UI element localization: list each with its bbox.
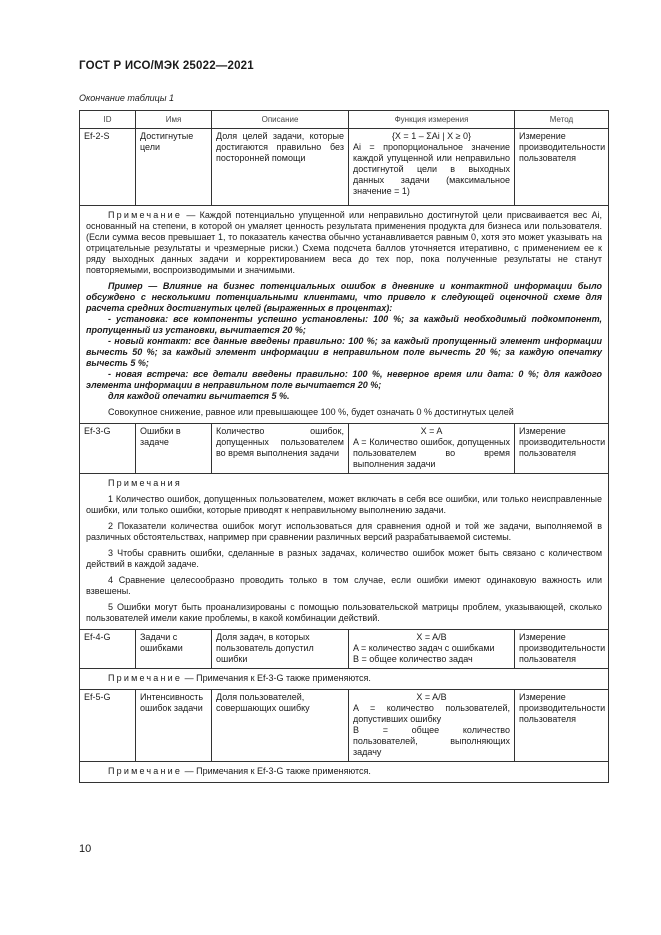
note-item: 3 Чтобы сравнить ошибки, сделанные в разных задачах, количество ошибок может быть связано с количеством действий в каждой задаче. xyxy=(86,548,602,569)
row-description: Доля целей задачи, которые достигаются правильно без посторонней помощи xyxy=(212,129,349,206)
column-header-description: Описание xyxy=(212,111,349,129)
row-function xyxy=(349,630,515,669)
note-ef3 xyxy=(80,474,609,630)
row-function-line: B = общее количество пользователей, выполняющих задачу xyxy=(353,725,510,757)
note-item: 4 Сравнение целесообразно проводить только в том случае, если ошибки имеют одинаковую важность или взвешены. xyxy=(86,575,602,596)
table-header-row xyxy=(80,111,609,129)
note-item: 5 Ошибки могут быть проанализированы с помощью пользовательской матрицы проблем, указывающей, сколько пользователей имели какие проблемы, в какой комбинации действий. xyxy=(86,602,602,623)
note-ef4 xyxy=(80,669,609,690)
row-name: Интенсивность ошибок задачи xyxy=(136,690,212,762)
table-row xyxy=(80,690,609,762)
note-ef5 xyxy=(80,762,609,783)
row-formula: X = A/B xyxy=(416,692,447,702)
column-header-id: ID xyxy=(80,111,136,129)
column-header-name: Имя xyxy=(136,111,212,129)
row-id: Ef-4-G xyxy=(80,630,136,669)
row-id: Ef-2-S xyxy=(80,129,136,206)
example-item: - установка: все компоненты успешно установлены: 100 %; за каждый необходимый подкомпонент, пропущенный из установки, вычитается 20 %; xyxy=(86,314,602,335)
row-description: Количество ошибок, допущенных пользователем во время выполнения задачи xyxy=(212,424,349,474)
row-function xyxy=(349,424,515,474)
note-row xyxy=(80,669,609,690)
page-number: 10 xyxy=(79,843,92,855)
table-caption: Окончание таблицы 1 xyxy=(79,93,174,103)
note-item: 1 Количество ошибок, допущенных пользователем, может включать в себя все ошибки, или только неисправленные ошибки, или только ошибки, которые приводят к неправильному выполнению задачи. xyxy=(86,494,602,515)
row-method: Измерение производительности пользователя xyxy=(515,424,609,474)
example-item: - новый контакт: все данные введены правильно: 100 %; за каждый пропущенный элемент информации вычесть 50 %; за каждый элемент информации в неправильном поле вычесть 20 %; за каждую опечатку вычесть 5 %; xyxy=(86,336,602,368)
example-item: - новая встреча: все детали введены правильно: 100 %, неверное время или дата: 0 %; для каждого элемента информации в неправильном поле вычитается 20 %; xyxy=(86,369,602,390)
note-summary: Совокупное снижение, равное или превышающее 100 %, будет означать 0 % достигнутых целей xyxy=(108,407,514,417)
row-method: Измерение производительности пользователя xyxy=(515,690,609,762)
row-name: Ошибки в задаче xyxy=(136,424,212,474)
row-id: Ef-5-G xyxy=(80,690,136,762)
row-function-line: A = количество пользователей, допустивших ошибку xyxy=(353,703,510,724)
note-label: Примечание xyxy=(108,766,183,776)
row-formula: X = A/B xyxy=(416,632,447,642)
note-label: Примечание xyxy=(108,210,183,220)
row-id: Ef-3-G xyxy=(80,424,136,474)
row-description: Доля задач, в которых пользователь допустил ошибки xyxy=(212,630,349,669)
note-text: — Примечания к Ef-3-G также применяются. xyxy=(184,673,371,683)
row-method: Измерение производительности пользователя xyxy=(515,630,609,669)
row-formula: {X = 1 – ΣAi | X ≥ 0} xyxy=(391,131,472,141)
row-name: Достигнутые цели xyxy=(136,129,212,206)
table-row xyxy=(80,630,609,669)
note-text: — Каждой потенциально упущенной или неправильно достигнутой цели присваивается вес Ai, основанный на степени, в которой он умаляет ценность результата применения продукта для бизнеса или пользователя. (Если сумма весов превышает 1, то показатель качества обычно устанавливается равным 0, хотя это может указывать на отрицательные результаты и чрезмерные риски.) Схема подсчета баллов уточняется итеративно, с применением ее к ряду выходных данных задачи и корректированием веса до тех пор, пока полученные результаты не станут повторяемыми, воспроизводимыми и значимыми. xyxy=(86,210,602,275)
row-method: Измерение производительности пользователя xyxy=(515,129,609,206)
row-function xyxy=(349,129,515,206)
standard-title: ГОСТ Р ИСО/МЭК 25022—2021 xyxy=(79,60,254,72)
example-intro: Пример — Влияние на бизнес потенциальных ошибок в дневнике и контактной информации было обсуждено с несколькими потенциальными клиентами, что привело к следующей оценочной схеме для расчета средних достигнутых целей (выраженных в процентах): xyxy=(86,281,602,313)
example-item: для каждой опечатки вычитается 5 %. xyxy=(108,391,290,401)
note-label: Примечание xyxy=(108,673,183,683)
note-ef2 xyxy=(80,206,609,424)
column-header-method: Метод xyxy=(515,111,609,129)
note-row xyxy=(80,474,609,630)
measures-table xyxy=(79,110,609,783)
row-name: Задачи с ошибками xyxy=(136,630,212,669)
row-function-text: A = Количество ошибок, допущенных пользователем во время выполнения задачи xyxy=(353,437,510,469)
note-item: 2 Показатели количества ошибок могут использоваться для сравнения одной и той же задачи, выполняемой в различных обстоятельствах, например при сравнении различных версий разрабатываемой системы. xyxy=(86,521,602,542)
row-description: Доля пользователей, совершающих ошибку xyxy=(212,690,349,762)
row-formula: X = A xyxy=(420,426,443,436)
table-row xyxy=(80,129,609,206)
column-header-function: Функция измерения xyxy=(349,111,515,129)
note-row xyxy=(80,206,609,424)
note-label: Примечания xyxy=(108,478,182,488)
table-row xyxy=(80,424,609,474)
row-function-line: A = количество задач с ошибками xyxy=(353,643,495,653)
note-text: — Примечания к Ef-3-G также применяются. xyxy=(184,766,371,776)
note-row xyxy=(80,762,609,783)
row-function-text: Ai = пропорциональное значение каждой упущенной или неправильно достигнутой цели в выходных данных задачи (максимальное значение = 1) xyxy=(353,142,510,196)
row-function-line: B = общее количество задач xyxy=(353,654,473,664)
row-function xyxy=(349,690,515,762)
